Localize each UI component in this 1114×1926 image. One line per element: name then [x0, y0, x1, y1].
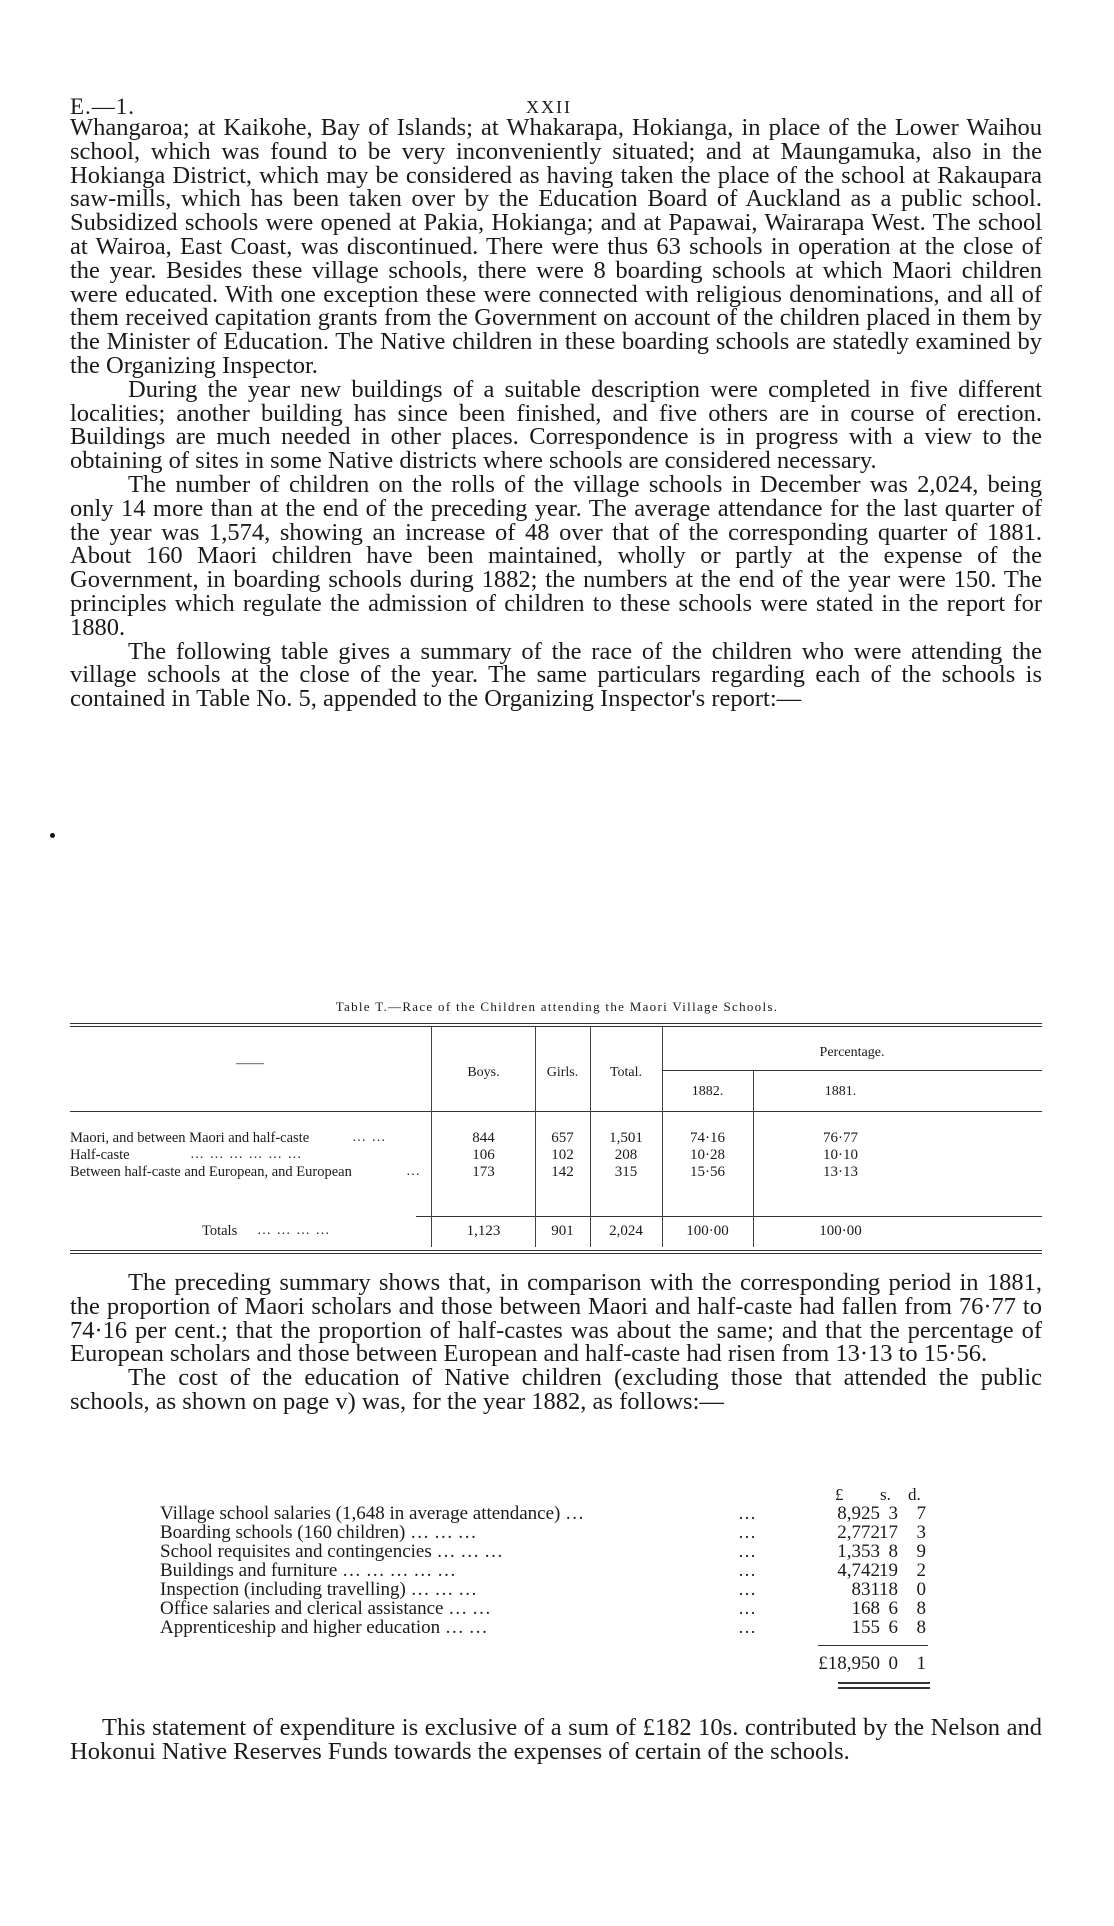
cell-boys: 173: [472, 1164, 495, 1180]
expense-total-pounds: £18,950: [818, 1653, 880, 1674]
document-reference: E.—1.: [70, 94, 136, 119]
expense-pounds: 2,772: [837, 1522, 880, 1543]
paragraph-5: The preceding summary shows that, in comparison with the corresponding period in 1881, the proportion of Maori scholars and those between Maori and half-caste had fallen from 76·77 to 74·16 per cent.; that the proportion of half-castes was about the same; and that the percentage of European scholars and those between European and half-caste had risen from 13·13 to 15·56.: [70, 1269, 1042, 1368]
expense-shillings: 3: [888, 1503, 898, 1524]
expense-shillings: 6: [888, 1617, 898, 1638]
expense-label: Boarding schools (160 children) … … …: [160, 1522, 477, 1543]
expense-pence: 2: [916, 1560, 926, 1581]
header-1882: 1882.: [691, 1084, 724, 1099]
header-boys: Boys.: [467, 1065, 500, 1080]
paragraph-7: This statement of expenditure is exclusive of a sum of £182 10s. contributed by the Nelson and Hokonui Native Reserves Funds towards the expenses of certain of the schools.: [70, 1714, 1042, 1765]
body-section-3: [70, 1716, 1042, 1764]
cell-1881: 13·13: [823, 1164, 858, 1180]
expense-pounds: 1,353: [837, 1541, 880, 1562]
race-table: [70, 1023, 1042, 1253]
expense-dots: …: [738, 1541, 757, 1561]
header-blank: ——: [236, 1056, 264, 1071]
table-rule-top-inner: [70, 1026, 1042, 1027]
expense-dots: …: [738, 1503, 757, 1523]
expenditure-statement: [160, 1485, 960, 1700]
cell-1882: 15·56: [690, 1164, 725, 1180]
header-shillings: s.: [880, 1485, 891, 1504]
expense-total-shillings: 0: [888, 1653, 898, 1674]
expense-pounds: 4,742: [837, 1560, 880, 1581]
row-dots: …: [406, 1164, 421, 1179]
table-rule-bottom-inner: [70, 1253, 1042, 1254]
header-pounds: £: [835, 1485, 844, 1504]
cell-total: 1,501: [609, 1130, 643, 1146]
total-1881: 100·00: [819, 1223, 862, 1239]
totals-dots: … … … …: [257, 1223, 331, 1238]
totals-label: Totals: [202, 1223, 238, 1239]
cell-girls: 102: [551, 1147, 574, 1163]
table-rule-totals: [416, 1216, 1042, 1217]
expense-pence: 0: [916, 1579, 926, 1600]
paragraph-3: The number of children on the rolls of the village schools in December was 2,024, being only 14 more than at the end of the preceding year. The average attendance for the last quarter of the year was 1,574, showing an increase of 48 over that of the corresponding quarter of 1881. About 160 Maori children have been maintained, wholly or partly at the expense of the Government, in boarding schools during 1882; the numbers at the end of the year were 150. The principles which regulate the admission of children to these schools were stated in the report for 1880.: [70, 470, 1042, 641]
header-total: Total.: [609, 1065, 643, 1080]
expense-pounds: 831: [851, 1579, 880, 1600]
expense-label: School requisites and contingencies … … …: [160, 1541, 503, 1562]
cell-boys: 844: [472, 1130, 495, 1146]
expense-pence: 8: [916, 1617, 926, 1638]
expense-shillings: 6: [888, 1598, 898, 1619]
expense-dots: …: [738, 1560, 757, 1580]
total-double-rule-2: [838, 1687, 930, 1689]
cell-1881: 10·10: [823, 1147, 858, 1163]
total-double-rule-1: [838, 1682, 930, 1684]
header-percentage: Percentage.: [819, 1045, 885, 1060]
expense-pence: 9: [916, 1541, 926, 1562]
expense-pounds: 155: [851, 1617, 880, 1638]
expense-label: Office salaries and clerical assistance … …: [160, 1598, 491, 1619]
cell-total: 315: [614, 1164, 638, 1180]
body-section-2: [70, 1271, 1042, 1414]
header-girls: Girls.: [546, 1065, 579, 1080]
expense-pence: 7: [916, 1503, 926, 1524]
expense-shillings: 19: [879, 1560, 898, 1581]
expense-total-pence: 1: [916, 1653, 926, 1674]
table-caption: Table T.—Race of the Children attending the Maori Village Schools.: [335, 999, 779, 1014]
row-dots: … …: [352, 1130, 387, 1145]
total-1882: 100·00: [686, 1223, 729, 1239]
expense-shillings: 18: [879, 1579, 898, 1600]
cell-1882: 74·16: [690, 1130, 725, 1146]
table-rule-header: [70, 1111, 1042, 1112]
header-1881: 1881.: [824, 1084, 857, 1099]
cell-1882: 10·28: [690, 1147, 725, 1163]
sum-rule: [818, 1645, 928, 1646]
body-section-1: [70, 116, 1042, 711]
expense-pounds: 8,925: [837, 1503, 880, 1524]
expense-pence: 3: [916, 1522, 926, 1543]
row-dots: … … … … … …: [190, 1147, 303, 1162]
table-rule-bottom: [70, 1250, 1042, 1251]
expense-dots: …: [738, 1522, 757, 1542]
expense-shillings: 8: [888, 1541, 898, 1562]
total-total: 2,024: [609, 1223, 643, 1239]
cell-girls: 142: [551, 1164, 574, 1180]
page-number: XXII: [526, 97, 572, 117]
expense-dots: …: [738, 1579, 757, 1599]
expense-label: Apprenticeship and higher education … …: [160, 1617, 488, 1638]
paragraph-4: The following table gives a summary of the race of the children who were attending the village schools at the close of the year. The same particulars regarding each of the schools is contained in Table No. 5, appended to the Organizing Inspector's report:—: [70, 637, 1042, 713]
expense-label: Inspection (including travelling) … … …: [160, 1579, 478, 1600]
table-rule-top: [70, 1023, 1042, 1024]
expense-dots: …: [738, 1598, 757, 1618]
row-label: Half-caste: [70, 1147, 130, 1163]
row-label: Maori, and between Maori and half-caste: [70, 1130, 310, 1146]
expense-pounds: 168: [851, 1598, 880, 1619]
paragraph-2: During the year new buildings of a suitable description were completed in five different localities; another building has since been finished, and five others are in course of erection. Buildings are much needed in other places. Correspondence is in progress with a view to the obtaining of sites in some Native districts where schools are considered necessary.: [70, 375, 1042, 475]
total-boys: 1,123: [466, 1223, 501, 1239]
header-pence: d.: [908, 1485, 921, 1504]
expense-shillings: 17: [879, 1522, 898, 1543]
cell-girls: 657: [551, 1130, 574, 1146]
expense-label: Village school salaries (1,648 in average attendance) …: [160, 1503, 585, 1524]
cell-boys: 106: [472, 1147, 495, 1163]
table-rule-percentage: [662, 1070, 1042, 1071]
total-girls: 901: [551, 1223, 574, 1239]
expense-label: Buildings and furniture … … … … …: [160, 1560, 457, 1581]
paragraph-6: The cost of the education of Native children (excluding those that attended the public schools, as shown on page v) was, for the year 1882, as follows:—: [70, 1364, 1042, 1415]
paragraph-1: Whangaroa; at Kaikohe, Bay of Islands; at Whakarapa, Hokianga, in place of the Lower Waihou school, which was found to be very inconveniently situated; and at Maungamuka, also in the Hokianga District, which may be considered as having taken the place of the school at Rakaupara saw-mills, which has been taken over by the Education Board of Auckland as a public school. Subsidized schools were opened at Pakia, Hokianga; and at Papawai, Wairarapa West. The school at Wairoa, East Coast, was discontinued. There were thus 63 schools in operation at the close of the year. Besides these village schools, there were 8 boarding schools at which Maori children were educated. With one exception these were connected with religious denominations, and all of them received capitation grants from the Government on account of the children placed in them by the Minister of Education. The Native children in these boarding schools are statedly examined by the Organizing Inspector.: [70, 114, 1042, 379]
row-label: Between half-caste and European, and European: [70, 1164, 352, 1180]
expense-dots: …: [738, 1617, 757, 1637]
cell-total: 208: [614, 1147, 638, 1163]
expense-pence: 8: [916, 1598, 926, 1619]
cell-1881: 76·77: [823, 1130, 858, 1146]
margin-mark: [50, 833, 55, 838]
